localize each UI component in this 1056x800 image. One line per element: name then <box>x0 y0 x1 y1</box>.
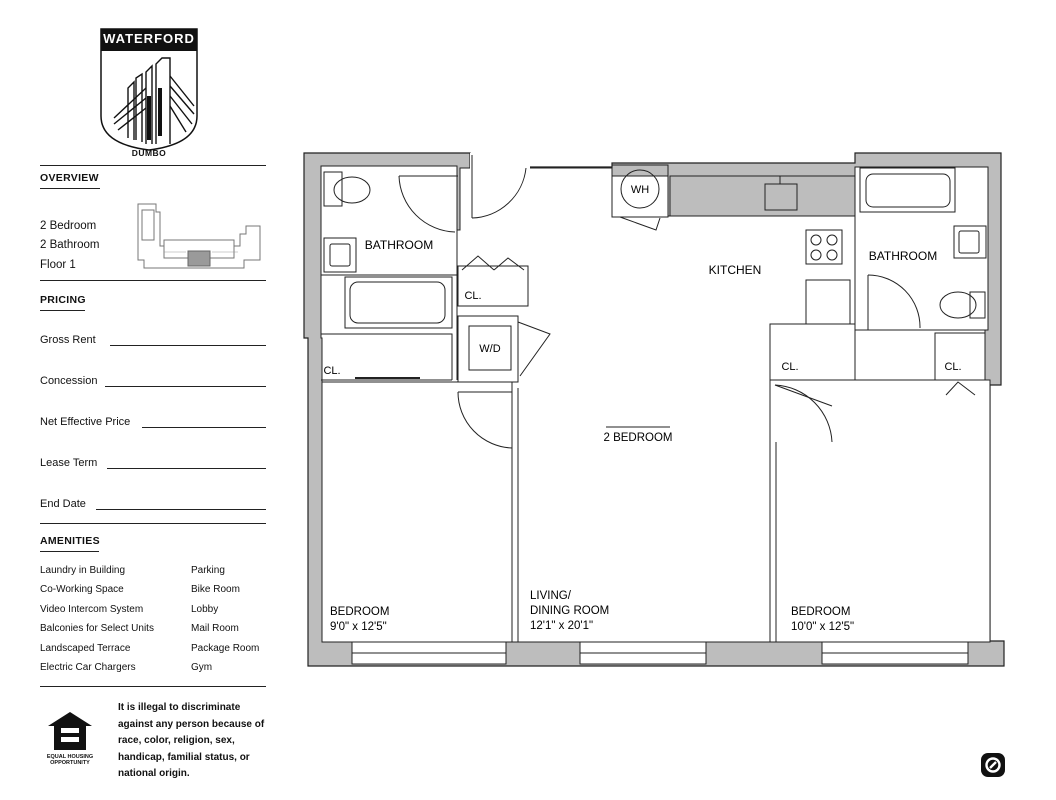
gross-rent-field[interactable] <box>110 335 266 346</box>
amenity-item: Parking <box>191 565 225 576</box>
floor-plan <box>300 150 1010 675</box>
concession-label: Concession <box>40 375 98 387</box>
waterford-logo <box>100 28 198 160</box>
divider <box>40 280 266 281</box>
amenity-item: Landscaped Terrace <box>40 643 131 654</box>
room-label-closet: CL. <box>781 361 799 373</box>
net-effective-field[interactable] <box>142 417 266 428</box>
gross-rent-row <box>40 334 266 346</box>
equal-housing-label: EQUAL HOUSING OPPORTUNITY <box>46 754 94 766</box>
room-label-kitchen: KITCHEN <box>708 263 762 277</box>
amenity-item: Electric Car Chargers <box>40 662 136 673</box>
floor-plan-drawing <box>300 150 1010 675</box>
concession-row <box>40 375 266 387</box>
pricing-title: PRICING <box>40 294 86 311</box>
room-label-wh: WH <box>630 184 650 196</box>
amenity-item: Gym <box>191 662 213 673</box>
key-plan-thumbnail <box>134 200 266 272</box>
room-dim-bedroom-left: 9'0" x 12'5" <box>330 621 387 633</box>
room-label-closet: CL. <box>464 290 482 302</box>
overview-bathrooms: 2 Bathroom <box>40 239 100 251</box>
amenities-title: AMENITIES <box>40 535 100 552</box>
room-label-bathroom-left: BATHROOM <box>364 238 434 252</box>
overview-floor: Floor 1 <box>40 259 76 271</box>
room-label-bedroom-left: BEDROOM <box>330 606 390 618</box>
amenity-item: Co-Working Space <box>40 584 124 595</box>
lease-term-row <box>40 457 266 469</box>
room-label-bedroom-right: BEDROOM <box>791 606 851 618</box>
logo-shield-graphic <box>100 28 198 160</box>
fair-housing-disclaimer: It is illegal to discriminate against any person because of race, color, religion, sex, handicap, familial status, or national origin. <box>118 702 265 779</box>
amenity-item: Bike Room <box>191 584 240 595</box>
amenity-item: Balconies for Select Units <box>40 623 154 634</box>
amenity-item: Lobby <box>191 604 219 615</box>
overview-title: OVERVIEW <box>40 172 100 189</box>
end-date-row <box>40 498 266 510</box>
equal-housing-icon <box>46 710 94 752</box>
amenity-item: Mail Room <box>191 623 239 634</box>
lease-term-field[interactable] <box>107 458 266 469</box>
end-date-label: End Date <box>40 498 86 510</box>
divider <box>40 523 266 524</box>
net-effective-label: Net Effective Price <box>40 416 131 428</box>
room-label-dining: DINING ROOM <box>530 605 610 617</box>
unit-label: 2 BEDROOM <box>603 432 673 444</box>
brand-name: WATERFORD <box>103 31 195 46</box>
amenity-item: Video Intercom System <box>40 604 144 615</box>
amenity-item: Package Room <box>191 643 260 654</box>
room-label-closet: CL. <box>944 361 962 373</box>
divider <box>40 165 266 166</box>
overview-bedrooms: 2 Bedroom <box>40 220 97 232</box>
room-label-closet: CL. <box>323 365 341 377</box>
amenity-item: Laundry in Building <box>40 565 126 576</box>
brand-subtitle: DUMBO <box>131 148 167 158</box>
room-label-wd: W/D <box>479 343 501 355</box>
divider <box>40 686 266 687</box>
room-label-living: LIVING/ <box>530 590 571 602</box>
concession-field[interactable] <box>105 376 266 387</box>
net-effective-row <box>40 416 266 428</box>
company-logo-icon <box>981 753 1005 777</box>
lease-term-label: Lease Term <box>40 457 98 469</box>
room-dim-living: 12'1" x 20'1" <box>530 620 594 632</box>
room-label-bathroom-right: BATHROOM <box>868 249 938 263</box>
room-dim-bedroom-right: 10'0" x 12'5" <box>791 621 855 633</box>
gross-rent-label: Gross Rent <box>40 334 96 346</box>
end-date-field[interactable] <box>96 499 266 510</box>
